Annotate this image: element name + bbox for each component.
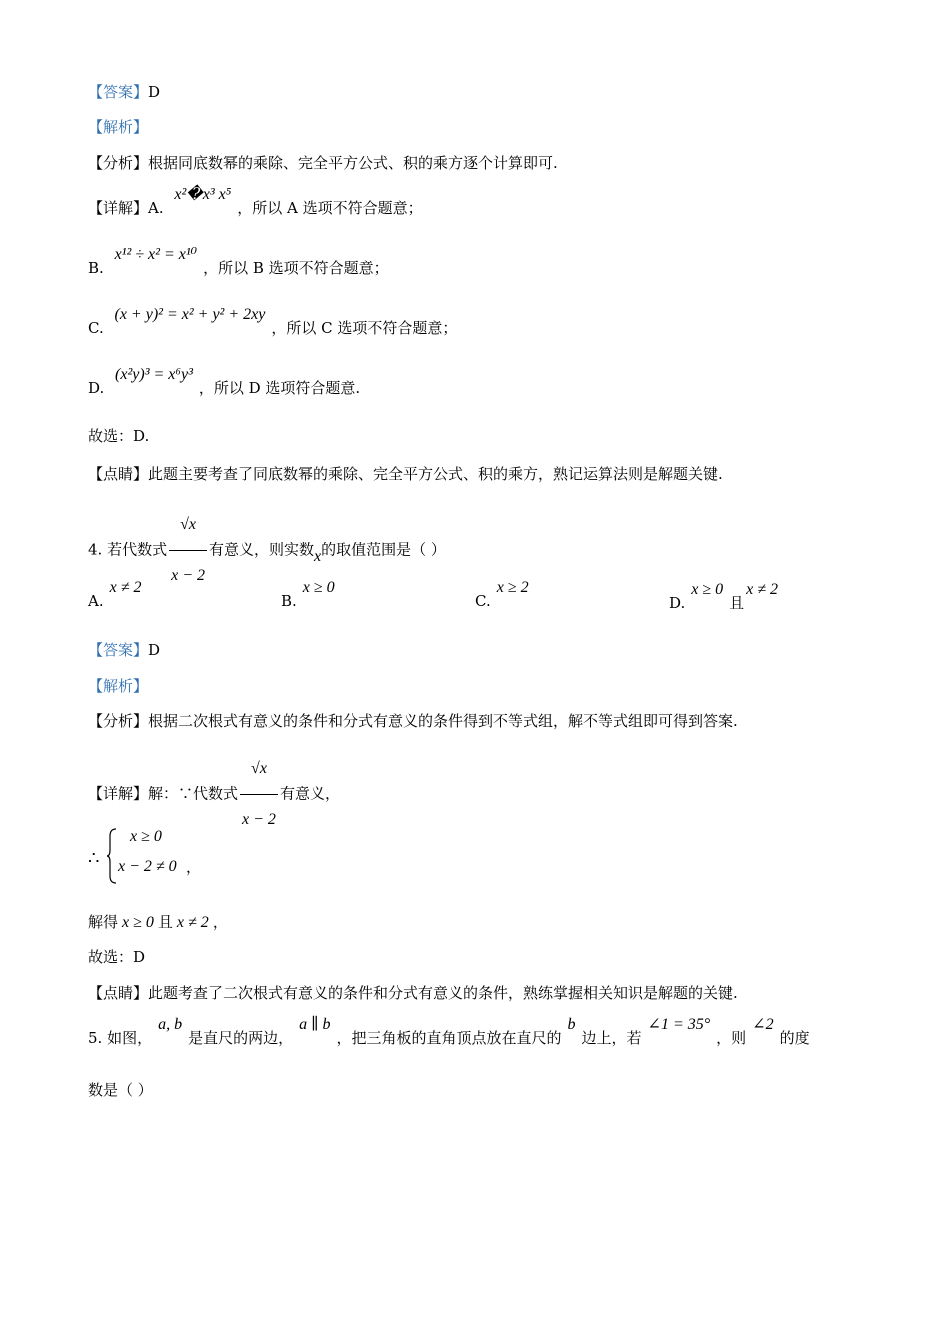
q4-detail-frac-num: √x [251, 760, 267, 777]
system-comma: ， [186, 858, 202, 876]
fenxi-text: 根据二次根式有意义的条件和分式有意义的条件得到不等式组，解不等式组即可得到答案. [148, 712, 738, 730]
analysis-tag: 【解析】 [88, 118, 149, 136]
system-eq-2: x − 2 ≠ 0 [118, 858, 177, 875]
detail-line-a [88, 186, 423, 219]
q4-frac-den: x − 2 [169, 550, 207, 601]
detail-line-c [88, 306, 458, 339]
option-d-suffix: ，所以 D 选项符合题意. [198, 379, 361, 397]
option-b-suffix: ，所以 B 选项不符合题意； [203, 259, 389, 277]
solve-e2: x ≠ 2 [176, 914, 209, 931]
comment-tag: 【点睛】 [88, 465, 149, 483]
q5-angle1: ∠1 = 35° [647, 1016, 711, 1033]
q5-t1: 是直尺的两边， [188, 1029, 294, 1047]
q4-frac-num: √x [180, 516, 196, 533]
option-b-expr: x¹² ÷ x² = x¹⁰ [114, 246, 198, 263]
fenxi-tag: 【分析】 [88, 712, 149, 730]
q5-ab: a, b [158, 1016, 183, 1033]
q4-fraction [169, 500, 207, 601]
detail-tag: 【详解】 [88, 784, 149, 803]
answer-tag: 【答案】 [88, 641, 149, 659]
left-brace-icon [106, 828, 118, 884]
option-c-suffix: ，所以 C 选项不符合题意； [271, 319, 458, 337]
answer-value: D [148, 83, 161, 101]
system-eq-1: x ≥ 0 [130, 828, 162, 845]
option-c-prefix: C. [88, 319, 104, 337]
q5-angle2: ∠2 [752, 1016, 774, 1033]
q4-stem-end: 的取值范围是（ ） [321, 540, 446, 559]
comment-text: 此题考查了二次根式有意义的条件和分式有意义的条件，熟练掌握相关知识是解题的关键. [148, 984, 738, 1002]
q4-option-b-label: B. [281, 592, 297, 610]
solve-prefix: 解得 [88, 913, 119, 931]
fenxi-line-q4 [88, 711, 738, 731]
q4-option-b[interactable] [281, 579, 341, 611]
solve-mid: 且 [157, 913, 173, 931]
q4-option-d-expr: x ≥ 0 [691, 581, 724, 598]
choose-q3: 故选：D. [88, 427, 150, 445]
comment-line-q4 [88, 983, 738, 1003]
question-5-line2: 数是（ ） [88, 1081, 153, 1099]
detail-line-b [88, 246, 389, 279]
solve-end: ， [212, 913, 228, 931]
option-d-expr: (x²y)³ = x⁶y³ [115, 366, 193, 383]
q4-option-d-mid: 且 [729, 594, 745, 612]
detail-line-q4 [88, 744, 340, 845]
answer-tag: 【答案】 [88, 83, 149, 101]
q4-detail-frac-den: x − 2 [240, 794, 278, 845]
detail-line-d [88, 366, 361, 399]
comment-tag: 【点睛】 [88, 984, 149, 1002]
comment-line-q3 [88, 464, 723, 484]
q4-stem-prefix: 4. 若代数式 [88, 540, 168, 559]
q5-t4: ，则 [716, 1029, 747, 1047]
option-c-expr: (x + y)² = x² + y² + 2xy [114, 306, 266, 323]
answer-line-q3 [88, 82, 160, 102]
q4-detail-fraction [240, 744, 278, 845]
q4-option-c[interactable] [475, 579, 535, 611]
q4-option-d-label: D. [669, 594, 686, 612]
detail-tag: 【详解】 [88, 199, 149, 217]
solve-line-q4 [88, 912, 228, 933]
q4-option-d[interactable] [669, 581, 784, 613]
comment-text: 此题主要考查了同底数幂的乘除、完全平方公式、积的乘方，熟记运算法则是解题关键. [148, 465, 723, 483]
option-b-prefix: B. [88, 259, 104, 277]
q5-b: b [567, 1016, 576, 1033]
q4-option-c-label: C. [475, 592, 491, 610]
q4-option-c-expr: x ≥ 2 [496, 579, 529, 596]
q5-t5: 的度 [779, 1029, 810, 1047]
detail-prefix: 解：∵代数式 [148, 784, 239, 803]
q4-option-a-label: A. [88, 592, 104, 610]
q5-stem-prefix: 5. 如图， [88, 1029, 153, 1047]
q5-parallel: a ∥ b [299, 1016, 331, 1033]
answer-value: D [148, 641, 161, 659]
choose-q4: 故选：D [88, 948, 146, 966]
q5-t2: ，把三角板的直角顶点放在直尺的 [336, 1029, 562, 1047]
question-5-stem [88, 1016, 810, 1049]
analysis-tag: 【解析】 [88, 677, 149, 695]
option-a-expr: x²�x³ x⁵ [174, 186, 232, 203]
q4-option-a-expr: x ≠ 2 [109, 579, 142, 596]
q4-option-a[interactable] [88, 579, 148, 611]
q4-option-d-expr2: x ≠ 2 [746, 581, 779, 598]
q5-t3: 边上，若 [581, 1029, 642, 1047]
detail-suffix: 有意义， [279, 784, 340, 803]
therefore-symbol: ∴ [88, 848, 100, 869]
option-d-prefix: D. [88, 379, 105, 397]
option-a-suffix: ，所以 A 选项不符合题意； [237, 199, 423, 217]
q4-var: x [314, 547, 322, 565]
option-a-prefix: A. [148, 199, 164, 217]
solve-e1: x ≥ 0 [122, 914, 154, 931]
fenxi-tag: 【分析】 [88, 154, 149, 172]
fenxi-text: 根据同底数幂的乘除、完全平方公式、积的乘方逐个计算即可. [148, 154, 558, 172]
fenxi-line-q3 [88, 153, 558, 173]
q4-stem-suffix: 有意义，则实数 [209, 540, 315, 559]
answer-line-q4 [88, 640, 160, 660]
q4-option-b-expr: x ≥ 0 [302, 579, 335, 596]
